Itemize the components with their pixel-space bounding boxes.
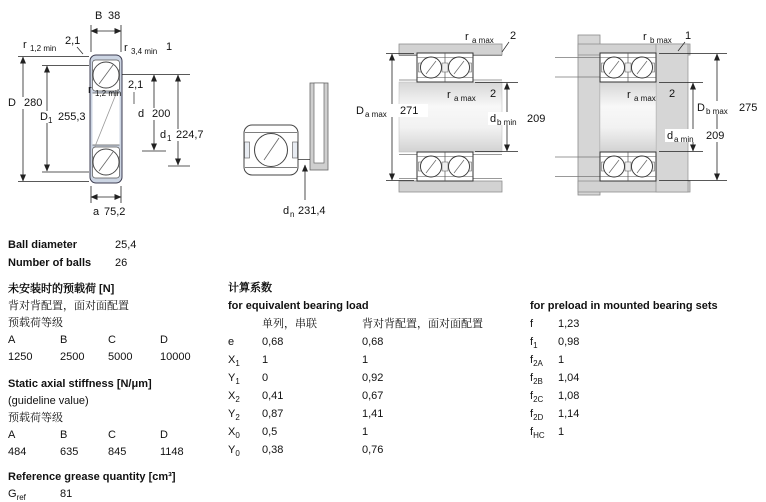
stiffness-value-row xyxy=(8,444,224,461)
cell-value: 1250 xyxy=(8,351,33,363)
factor-value: 1,04 xyxy=(558,372,580,384)
symbol-main: f xyxy=(530,336,534,348)
column-header: D xyxy=(160,334,168,346)
factor-symbol xyxy=(530,424,558,444)
dim-B xyxy=(91,25,121,52)
symbol-main: f xyxy=(530,372,534,384)
column-header: D xyxy=(160,429,168,441)
symbol-subscript: 0 xyxy=(235,431,240,441)
dim-rb-top-symbol: r xyxy=(643,31,647,43)
factor-symbol xyxy=(228,442,262,462)
dim-Da-subscript: a max xyxy=(365,110,387,119)
bearing-front xyxy=(244,125,298,175)
symbol-subscript: HC xyxy=(533,431,545,441)
mounted-pair-shaft-drawing xyxy=(350,25,555,205)
dim-r12top-value: 2,1 xyxy=(65,35,81,47)
dim-dn xyxy=(298,160,310,201)
dim-da-subscript: a min xyxy=(674,135,694,144)
dim-a xyxy=(91,186,121,203)
factor-value-single: 0,68 xyxy=(262,336,284,348)
preload-value-row xyxy=(8,349,224,366)
table-row xyxy=(228,352,528,370)
abutment-sleeve xyxy=(310,83,328,170)
dim-D1-symbol: D xyxy=(40,111,48,123)
cell-value: 1148 xyxy=(160,446,184,458)
dim-r34-subscript: 3,4 min xyxy=(131,47,158,56)
dim-r12mid-subscript: 1,2 min xyxy=(95,89,122,98)
dim-rb-top-value: 1 xyxy=(685,30,692,42)
table-row xyxy=(228,388,528,406)
stiffness-table-subtitle: (guideline value) xyxy=(8,395,89,407)
dim-r12top-symbol: r xyxy=(23,39,27,51)
dim-ra-top-symbol: r xyxy=(465,31,469,43)
column-header: C xyxy=(108,429,116,441)
calculation-factors-column xyxy=(228,280,528,460)
stiffness-table-title: Static axial stiffness [N/μm] xyxy=(8,378,152,390)
column-header: B xyxy=(60,429,68,441)
table-row xyxy=(530,406,762,424)
spec-value: 26 xyxy=(115,257,128,269)
calc-header-row xyxy=(228,316,528,334)
preload-factors-column xyxy=(530,298,762,442)
left-spec-column xyxy=(8,237,224,502)
symbol-subscript: ref xyxy=(16,493,26,502)
column-header-single: 单列，串联 xyxy=(262,318,317,330)
preload-table-title: 未安装时的预载荷 [N] xyxy=(8,283,115,295)
spec-row-ball-diameter xyxy=(8,237,224,255)
symbol-subscript: 2D xyxy=(533,413,544,423)
factor-value: 1,08 xyxy=(558,390,580,402)
dim-ra-mid-subscript: a max xyxy=(454,94,476,103)
dim-da-symbol: d xyxy=(667,130,674,142)
housing-column xyxy=(656,44,688,192)
table-row xyxy=(228,442,528,460)
factor-value-single: 0,41 xyxy=(262,390,284,402)
spec-row-number-of-balls xyxy=(8,255,224,273)
dim-ra-mid-subscript: a max xyxy=(634,94,656,103)
spec-value: 25,4 xyxy=(115,239,137,251)
symbol-subscript: 0 xyxy=(235,449,240,459)
dim-r34-value: 1 xyxy=(166,41,173,53)
column-header-paired: 背对背配置，面对面配置 xyxy=(362,318,483,330)
table-row xyxy=(228,370,528,388)
symbol-main: f xyxy=(530,354,534,366)
factor-value-single: 0,5 xyxy=(262,426,278,438)
factor-value-paired: 0,92 xyxy=(362,372,384,384)
dim-D1-subscript: 1 xyxy=(48,116,53,125)
symbol-main: X xyxy=(228,390,236,402)
mounted-pair-housing-drawing xyxy=(555,25,766,205)
factor-value-single: 0 xyxy=(262,372,269,384)
dim-db-symbol: d xyxy=(490,113,497,125)
factor-value-paired: 0,68 xyxy=(362,336,384,348)
symbol-main: G xyxy=(8,488,17,500)
factor-value-paired: 1 xyxy=(362,354,369,366)
preload-header-row xyxy=(8,332,224,349)
dim-a-value: 75,2 xyxy=(104,206,126,218)
dim-Db-value: 275 xyxy=(739,102,758,114)
symbol-subscript: 1 xyxy=(533,341,538,351)
grease-title: Reference grease quantity [cm³] xyxy=(8,471,176,483)
column-header: B xyxy=(60,334,68,346)
factor-value-paired: 1,41 xyxy=(362,408,384,420)
dim-dn-symbol: d xyxy=(283,205,290,217)
symbol-main: Y xyxy=(228,372,236,384)
dim-db-subscript: b min xyxy=(497,118,517,127)
dim-ra-mid-symbol: r xyxy=(627,89,631,101)
dim-B-value: 38 xyxy=(108,10,121,22)
dim-db-value: 209 xyxy=(527,113,546,125)
dim-D-symbol: D xyxy=(8,97,16,109)
grease-symbol xyxy=(8,486,60,502)
dim-r12mid-symbol: r xyxy=(88,84,92,96)
factor-value: 0,98 xyxy=(558,336,580,348)
bearing-cross-section-drawing xyxy=(0,0,240,230)
column-header: A xyxy=(8,429,16,441)
stiffness-class-label: 预载荷等级 xyxy=(8,412,63,424)
dim-ra-mid-value: 2 xyxy=(490,88,497,100)
calc-title: 计算系数 xyxy=(228,282,272,294)
bearing-body xyxy=(90,55,122,183)
column-header: C xyxy=(108,334,116,346)
symbol-main: e xyxy=(228,336,235,348)
table-row xyxy=(530,388,762,406)
dim-ra-top-leader xyxy=(502,42,509,52)
dim-r34-symbol: r xyxy=(124,42,128,54)
symbol-subscript: 2C xyxy=(533,395,544,405)
dim-d1-symbol: d xyxy=(160,129,167,141)
bearing-pair-bottom xyxy=(600,152,656,181)
dim-Db-subscript: b max xyxy=(706,107,728,116)
dim-a-symbol: a xyxy=(93,206,100,218)
dim-da-value: 209 xyxy=(706,130,725,142)
table-row xyxy=(530,316,762,334)
symbol-subscript: 2B xyxy=(533,377,543,387)
factor-value: 1 xyxy=(558,426,565,438)
spec-label: Number of balls xyxy=(8,257,92,269)
dim-dn-subscript: n xyxy=(290,210,295,219)
symbol-main: f xyxy=(530,408,534,420)
symbol-subscript: 1 xyxy=(235,377,240,387)
cell-value: 10000 xyxy=(160,351,191,363)
dim-r12top-leader xyxy=(77,47,83,54)
dim-d-symbol: d xyxy=(138,108,145,120)
symbol-main: X xyxy=(228,426,236,438)
table-row xyxy=(530,424,762,442)
bearing-front-view-drawing xyxy=(240,75,350,225)
spec-label: Ball diameter xyxy=(8,239,78,251)
dim-rb-top-subscript: b max xyxy=(650,36,672,45)
cell-value: 635 xyxy=(60,446,79,458)
symbol-main: f xyxy=(530,390,534,402)
symbol-main: f xyxy=(530,426,534,438)
dim-d1-value: 224,7 xyxy=(176,129,204,141)
factor-value: 1,23 xyxy=(558,318,580,330)
bearing-pair-top xyxy=(417,53,473,82)
dim-r12top-subscript: 1,2 min xyxy=(30,44,57,53)
dim-ra-top-subscript: a max xyxy=(472,36,494,45)
factor-value: 1 xyxy=(558,354,565,366)
grease-value: 81 xyxy=(60,488,73,500)
factor-value: 1,14 xyxy=(558,408,580,420)
dim-ra-mid-value: 2 xyxy=(669,88,676,100)
dim-ra-top-value: 2 xyxy=(510,30,517,42)
cell-value: 5000 xyxy=(108,351,133,363)
dim-Da-symbol: D xyxy=(356,105,364,117)
symbol-main: Y xyxy=(228,444,236,456)
symbol-subscript: 2 xyxy=(235,395,240,405)
symbol-main: f xyxy=(530,318,534,330)
dim-Da-value: 271 xyxy=(400,105,419,117)
table-row xyxy=(228,406,528,424)
factor-value-paired: 0,67 xyxy=(362,390,384,402)
symbol-main: X xyxy=(228,354,236,366)
factor-value-single: 0,38 xyxy=(262,444,284,456)
symbol-subscript: 2 xyxy=(235,413,240,423)
dim-dn-value: 231,4 xyxy=(298,205,326,217)
factor-value-single: 1 xyxy=(262,354,269,366)
symbol-subscript: 1 xyxy=(235,359,240,369)
dim-r12mid-value: 2,1 xyxy=(128,79,144,91)
factor-value-paired: 0,76 xyxy=(362,444,384,456)
table-row xyxy=(228,424,528,442)
stiffness-header-row xyxy=(8,427,224,444)
symbol-subscript: 2A xyxy=(533,359,543,369)
table-row xyxy=(530,352,762,370)
dim-d1-subscript: 1 xyxy=(167,134,172,143)
dim-d1 xyxy=(168,75,190,166)
dim-ra-mid-symbol: r xyxy=(447,89,451,101)
factor-value-paired: 1 xyxy=(362,426,369,438)
cell-value: 845 xyxy=(108,446,127,458)
column-header: A xyxy=(8,334,16,346)
dim-d-value: 200 xyxy=(152,108,171,120)
preload-table-subtitle: 背对背配置，面对面配置 xyxy=(8,300,129,312)
grease-row xyxy=(8,486,224,502)
table-row xyxy=(530,370,762,388)
bearing-pair-top xyxy=(600,53,656,82)
preload-class-label: 预载荷等级 xyxy=(8,317,63,329)
symbol-main: Y xyxy=(228,408,236,420)
table-row xyxy=(228,334,528,352)
cell-value: 2500 xyxy=(60,351,85,363)
shaft-end-column xyxy=(578,35,600,195)
factor-value-single: 0,87 xyxy=(262,408,284,420)
cell-value: 484 xyxy=(8,446,27,458)
dim-Db-symbol: D xyxy=(697,102,705,114)
dim-D1-value: 255,3 xyxy=(58,111,86,123)
dim-B-symbol: B xyxy=(95,10,103,22)
bearing-pair-bottom xyxy=(417,152,473,181)
preload-factors-title: for preload in mounted bearing sets xyxy=(530,300,718,312)
calc-subtitle: for equivalent bearing load xyxy=(228,300,369,312)
table-row xyxy=(530,334,762,352)
dim-D-value: 280 xyxy=(24,97,43,109)
